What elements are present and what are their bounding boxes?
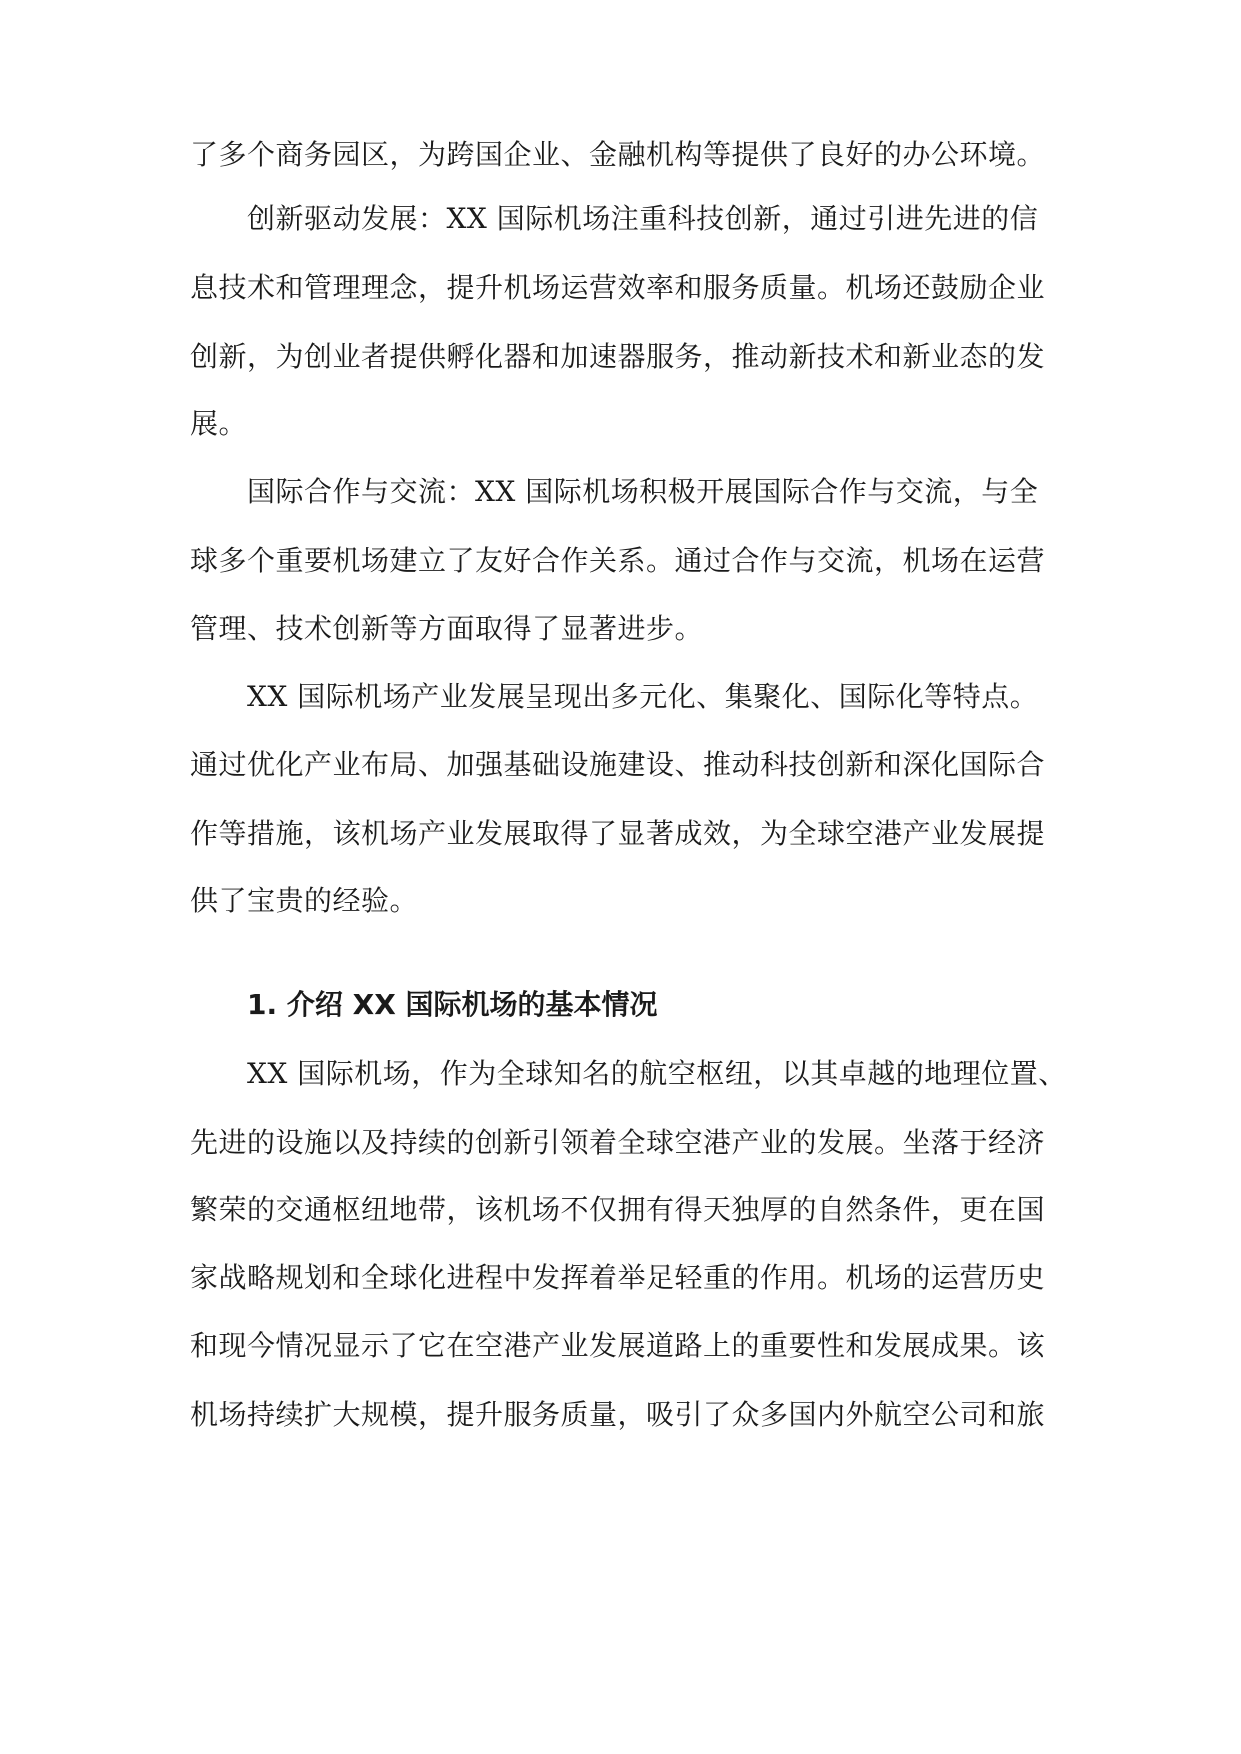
paragraph-line: 息技术和管理理念，提升机场运营效率和服务质量。机场还鼓励企业 <box>190 271 1046 304</box>
paragraph-line: 家战略规划和全球化进程中发挥着举足轻重的作用。机场的运营历史 <box>190 1261 1046 1294</box>
paragraph-line: 了多个商务园区，为跨国企业、金融机构等提供了良好的办公环境。 <box>190 138 1046 171</box>
paragraph-line: 繁荣的交通枢纽地带，该机场不仅拥有得天独厚的自然条件，更在国 <box>190 1193 1046 1226</box>
paragraph-line: 创新，为创业者提供孵化器和加速器服务，推动新技术和新业态的发 <box>190 340 1046 373</box>
paragraph-line: XX 国际机场，作为全球知名的航空枢纽，以其卓越的地理位置、 <box>247 1057 1067 1090</box>
paragraph-line: XX 国际机场产业发展呈现出多元化、集聚化、国际化等特点。 <box>247 680 1039 713</box>
paragraph-line: 作等措施，该机场产业发展取得了显著成效，为全球空港产业发展提 <box>190 817 1046 850</box>
paragraph-line: 国际合作与交流：XX 国际机场积极开展国际合作与交流，与全 <box>247 475 1039 508</box>
paragraph-line: 供了宝贵的经验。 <box>190 884 419 917</box>
paragraph-line: 和现今情况显示了它在空港产业发展道路上的重要性和发展成果。该 <box>190 1329 1046 1362</box>
paragraph-line: 展。 <box>190 407 248 440</box>
paragraph-line: 管理、技术创新等方面取得了显著进步。 <box>190 612 704 645</box>
paragraph-line: 创新驱动发展：XX 国际机场注重科技创新，通过引进先进的信 <box>247 202 1039 235</box>
paragraph-line: 先进的设施以及持续的创新引领着全球空港产业的发展。坐落于经济 <box>190 1126 1046 1159</box>
paragraph-line: 通过优化产业布局、加强基础设施建设、推动科技创新和深化国际合 <box>190 748 1046 781</box>
paragraph-line: 机场持续扩大规模，提升服务质量，吸引了众多国内外航空公司和旅 <box>190 1398 1046 1431</box>
paragraph-line: 球多个重要机场建立了友好合作关系。通过合作与交流，机场在运营 <box>190 544 1046 577</box>
section-heading: 1. 介绍 XX 国际机场的基本情况 <box>247 988 658 1021</box>
